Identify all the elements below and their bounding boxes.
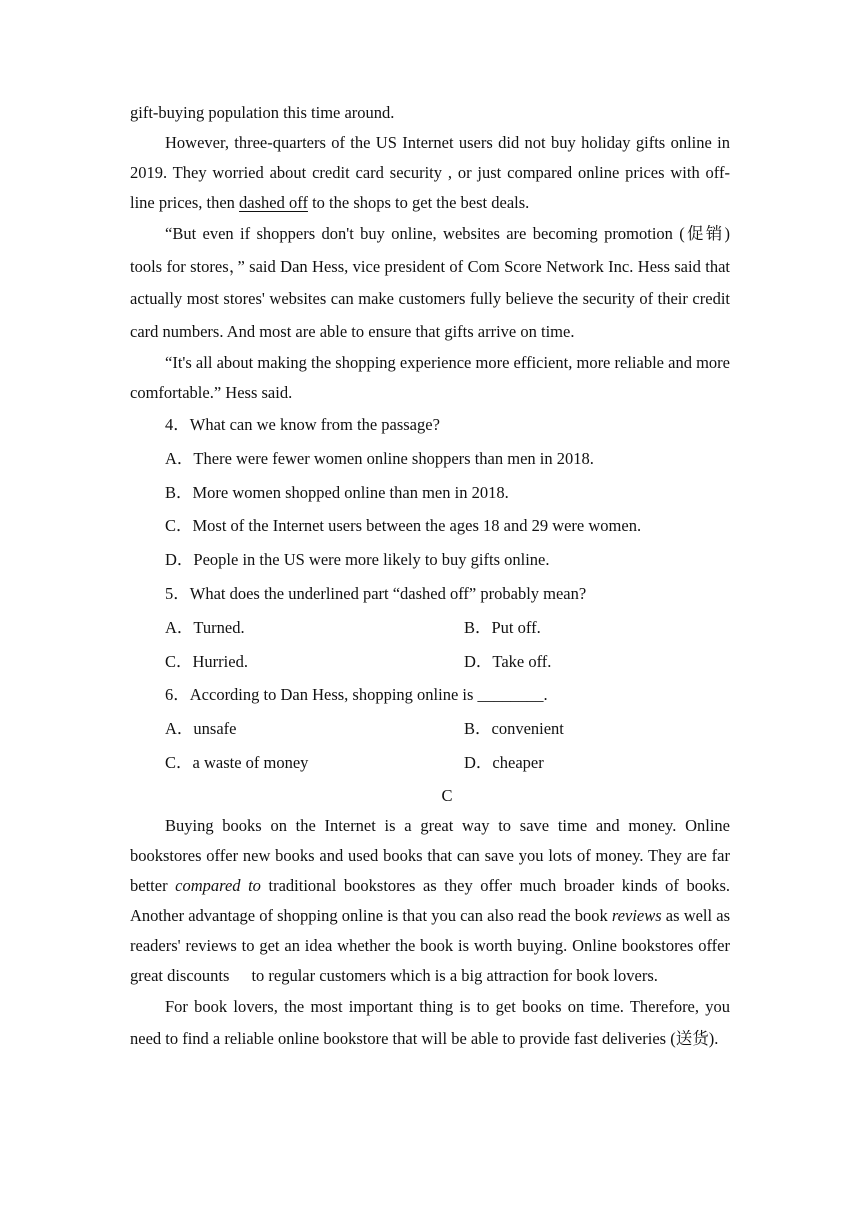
question-5-option-b: B．Put off. bbox=[464, 617, 541, 637]
question-4-option-a: A．There were fewer women online shoppers than men in 2018. bbox=[165, 448, 594, 468]
question-6-options-row-2 bbox=[130, 746, 730, 780]
question-4-option-d: D．People in the US were more likely to buy gifts online. bbox=[165, 550, 550, 570]
question-5-options-row-2 bbox=[130, 645, 730, 679]
question-6-option-b: B．convenient bbox=[464, 719, 564, 739]
paragraph-dan-hess-quote: “But even if shoppers don't buy online, websites are becoming promotion (促销) tools for stores，” said Dan Hess, vice president of Com Score Network Inc. Hess said that actually most stores' websites can make customers fully believe the security of their credit card numbers. And most are able to ensure that gifts arrive on time. bbox=[130, 224, 730, 341]
question-5-option-c: C．Hurried. bbox=[165, 651, 248, 671]
passage-content bbox=[130, 98, 730, 1056]
question-4-option-c: C．Most of the Internet users between the ages 18 and 29 were women. bbox=[165, 516, 642, 536]
paragraph-online-purchases: However, three-quarters of the US Internet users did not buy holiday gifts online in 2019. They worried about credit card security , or just compared online prices with off-line prices, then dashed off to the shops to get the best deals. bbox=[130, 133, 730, 212]
question-6-option-d: D．cheaper bbox=[464, 752, 544, 772]
italic-compared-to: compared to bbox=[175, 875, 261, 895]
underlined-phrase-off: off bbox=[289, 193, 308, 212]
paragraph-continued: gift-buying population this time around. bbox=[130, 103, 395, 122]
question-4-option-b: B．More women shopped online than men in 2018. bbox=[165, 482, 509, 502]
question-6-options-row-1 bbox=[130, 712, 730, 746]
paragraph-hess-conclusion: “It's all about making the shopping experience more efficient, more reliable and more comfortable.” Hess said. bbox=[130, 353, 730, 402]
question-6: 6．According to Dan Hess, shopping online is ________. bbox=[165, 685, 548, 705]
question-5: 5．What does the underlined part “dashed off” probably mean? bbox=[165, 583, 587, 603]
paragraph-book-lovers: For book lovers, the most important thing is to get books on time. Therefore, you need to find a reliable online bookstore that will be able to provide fast deliveries (送货). bbox=[130, 996, 730, 1049]
question-6-option-a: A．unsafe bbox=[165, 719, 237, 739]
question-4: 4．What can we know from the passage? bbox=[165, 415, 440, 434]
question-5-option-d: D．Take off. bbox=[464, 651, 552, 671]
section-heading-c: C bbox=[441, 785, 453, 805]
question-5-options-row-1 bbox=[130, 611, 730, 645]
paragraph-buying-books: Buying books on the Internet is a great way to save time and money. Online bookstores offer new books and used books that can save you lots of money. They are far better compared to traditional bookstores as they offer much broader kinds of books. Another advantage of shopping online is that you can also read the book reviews as well as readers' reviews to get an idea whether the book is worth buying. Online bookstores offer great discounts to regular customers which is a big attraction for book lovers. bbox=[130, 815, 731, 985]
italic-reviews: reviews bbox=[611, 905, 662, 925]
question-5-option-a: A．Turned. bbox=[165, 617, 245, 637]
underlined-phrase-dashed: dashed bbox=[239, 193, 289, 212]
question-6-option-c: C．a waste of money bbox=[165, 752, 309, 772]
